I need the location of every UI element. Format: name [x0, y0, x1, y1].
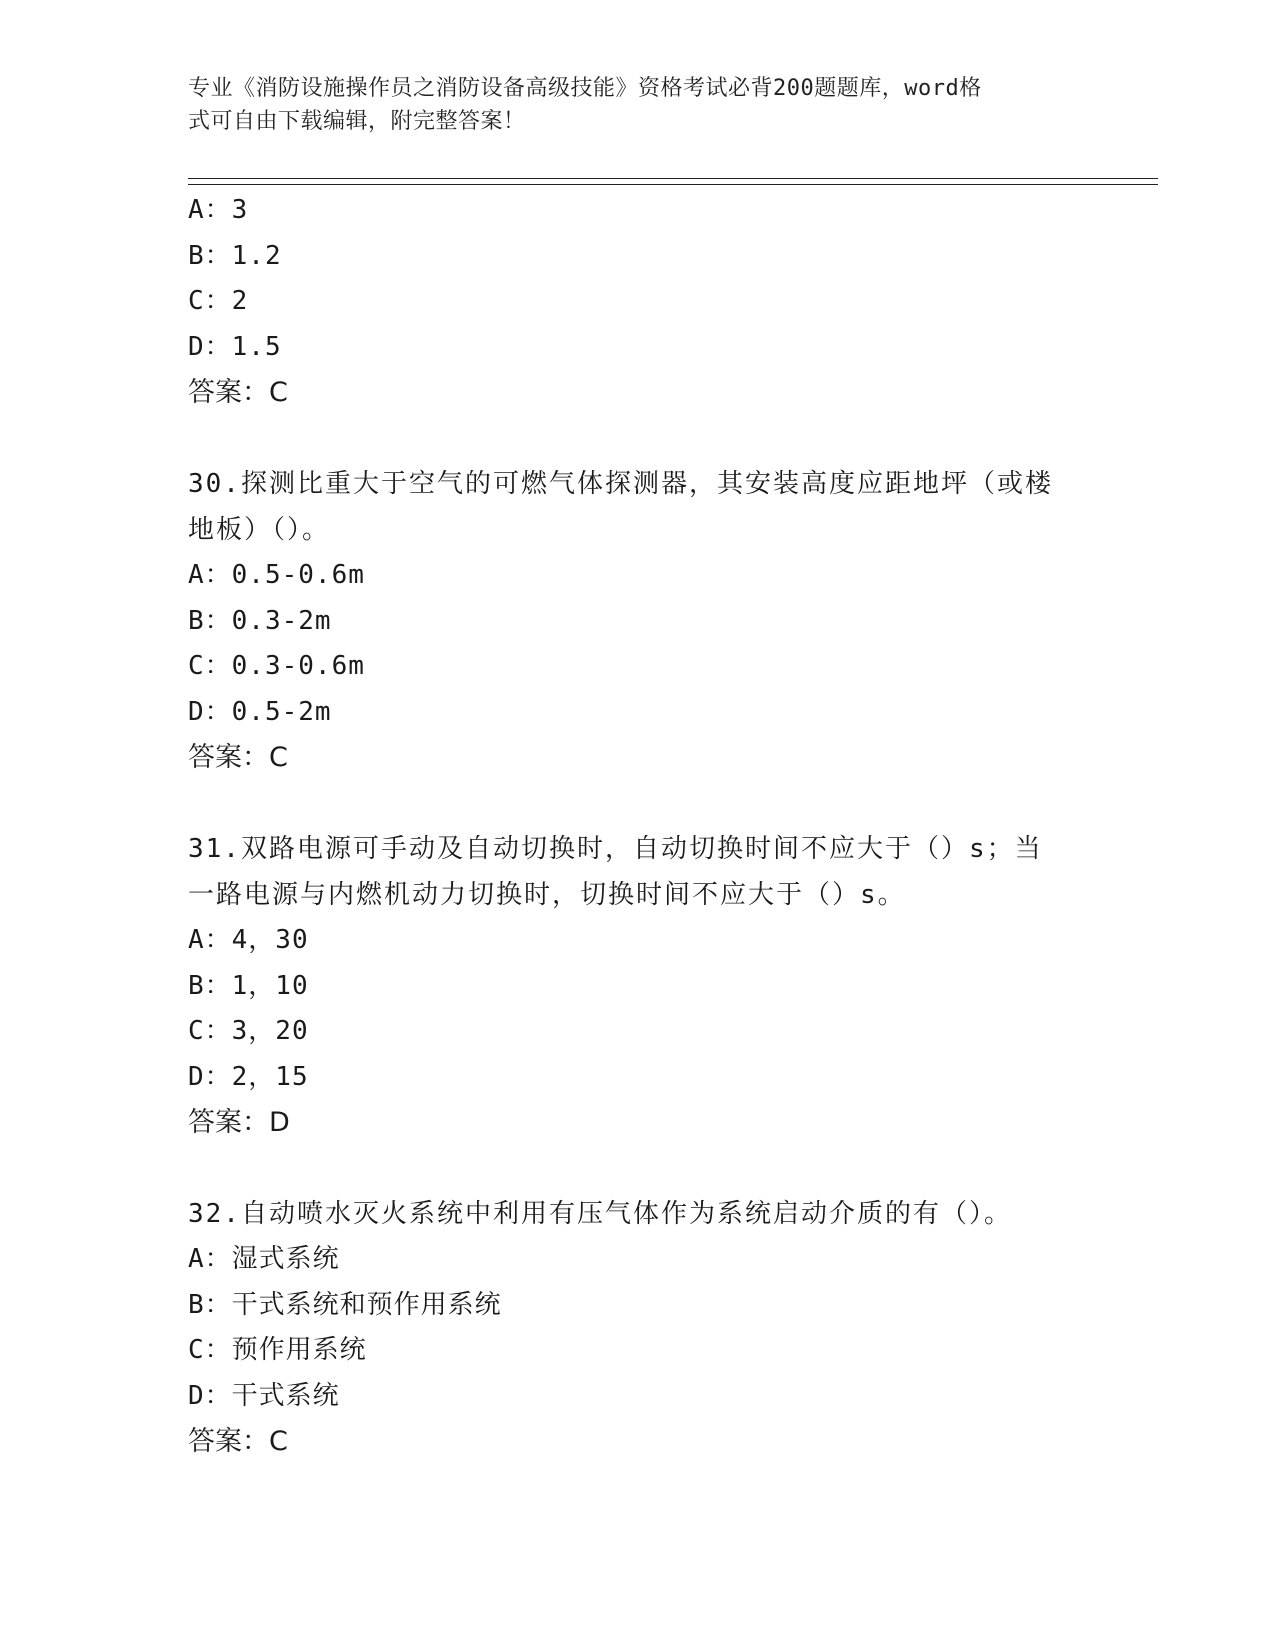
- stem-line-2: 地板）（）。: [188, 515, 331, 545]
- header-divider-top: [188, 178, 1158, 179]
- stem-line-1: 32.自动喷水灭火系统中利用有压气体作为系统启动介质的有（）。: [188, 1199, 1012, 1229]
- option-a: A：3: [188, 195, 249, 225]
- option-b: B：0.3-2m: [188, 605, 332, 636]
- answer-line: 答案：C: [188, 377, 288, 408]
- option-c: C：预作用系统: [188, 1335, 367, 1365]
- option-a: A：4，30: [188, 925, 309, 955]
- header-line-2: 式可自由下载编辑，附完整答案！: [188, 109, 526, 134]
- header-line-1: 专业《消防设施操作员之消防设备高级技能》资格考试必背200题题库，word格: [188, 76, 982, 101]
- question-32: [188, 1191, 1088, 1465]
- option-b: B：干式系统和预作用系统: [188, 1289, 502, 1320]
- option-d: D：干式系统: [188, 1380, 340, 1411]
- option-a: A：0.5-0.6m: [188, 560, 365, 590]
- option-d: D：1.5: [188, 331, 282, 362]
- question-29: [188, 188, 1088, 416]
- question-stem: [188, 1191, 1088, 1237]
- header-divider-bottom: [188, 184, 1158, 185]
- question-31: [188, 826, 1088, 1146]
- option-d: D：2，15: [188, 1061, 309, 1092]
- option-a: A：湿式系统: [188, 1244, 340, 1274]
- option-d: D：0.5-2m: [188, 696, 332, 727]
- question-list: [188, 188, 1088, 1465]
- option-b: B：1.2: [188, 240, 282, 271]
- answer-line: 答案：D: [188, 1107, 290, 1138]
- document-header: [188, 72, 1068, 138]
- option-c: C：3，20: [188, 1016, 309, 1046]
- question-30: [188, 461, 1088, 781]
- option-b: B：1，10: [188, 970, 309, 1001]
- stem-line-1: 31.双路电源可手动及自动切换时，自动切换时间不应大于（）s；当: [188, 834, 1043, 864]
- option-c: C：2: [188, 286, 249, 316]
- option-c: C：0.3-0.6m: [188, 651, 365, 681]
- question-stem: [188, 461, 1088, 553]
- answer-line: 答案：C: [188, 1426, 288, 1457]
- question-stem: [188, 826, 1088, 918]
- stem-line-2: 一路电源与内燃机动力切换时，切换时间不应大于（）s。: [188, 880, 906, 910]
- stem-line-1: 30.探测比重大于空气的可燃气体探测器，其安装高度应距地坪（或楼: [188, 469, 1053, 499]
- answer-line: 答案：C: [188, 742, 288, 773]
